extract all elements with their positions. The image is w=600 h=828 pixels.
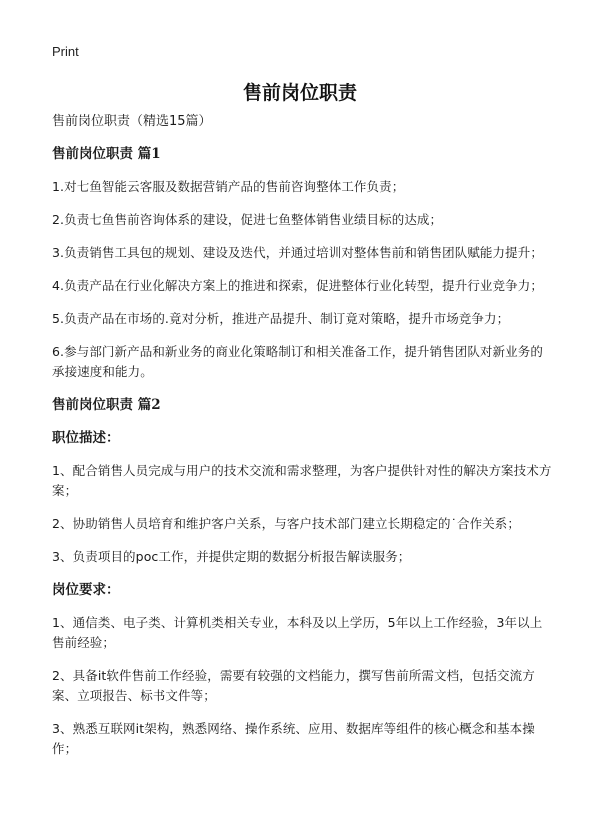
print-label: Print: [52, 44, 79, 59]
section-heading-part2: 售前岗位职责 篇2: [52, 397, 161, 413]
list-item: 1.对七鱼智能云客服及数据营销产品的售前咨询整体工作负责；: [52, 179, 405, 194]
document-title: 售前岗位职责: [242, 82, 357, 104]
list-item: 2.负责七鱼售前咨询体系的建设，促进七鱼整体销售业绩目标的达成；: [52, 212, 443, 227]
list-item: 2、具备it软件售前工作经验，需要有较强的文档能力，撰写售前所需文档，包括交流方案、立项报告、标书文件等；: [52, 668, 535, 703]
document-intro: 售前岗位职责（精选15篇）: [52, 114, 212, 129]
job-requirements-heading: 岗位要求：: [52, 582, 120, 598]
list-item: 5.负责产品在市场的.竟对分析，推进产品提升、制订竟对策略，提升市场竞争力；: [52, 311, 510, 326]
job-description-heading: 职位描述：: [52, 430, 120, 446]
list-item: 2、协助销售人员培育和维护客户关系，与客户技术部门建立长期稳定的˙合作关系；: [52, 516, 521, 531]
section-heading-part1: 售前岗位职责 篇1: [52, 146, 161, 162]
list-item: 6.参与部门新产品和新业务的商业化策略制订和相关准备工作，提升销售团队对新业务的承接速度和能力。: [52, 344, 543, 379]
list-item: 3.负责销售工具包的规划、建设及迭代，并通过培训对整体售前和销售团队赋能力提升；: [52, 245, 543, 260]
list-item: 1、配合销售人员完成与用户的技术交流和需求整理，为客户提供针对性的解决方案技术方案；: [52, 463, 552, 498]
document-content: [52, 112, 552, 772]
list-item: 3、负责项目的poc工作，并提供定期的数据分析报告解读服务；: [52, 549, 411, 564]
list-item: 1、通信类、电子类、计算机类相关专业，本科及以上学历，5年以上工作经验，3年以上售前经验；: [52, 615, 543, 650]
list-item: 3、熟悉互联网it架构，熟悉网络、操作系统、应用、数据库等组件的核心概念和基本操作；: [52, 721, 535, 756]
list-item: 4.负责产品在行业化解决方案上的推进和探索，促进整体行业化转型，提升行业竞争力；: [52, 278, 543, 293]
